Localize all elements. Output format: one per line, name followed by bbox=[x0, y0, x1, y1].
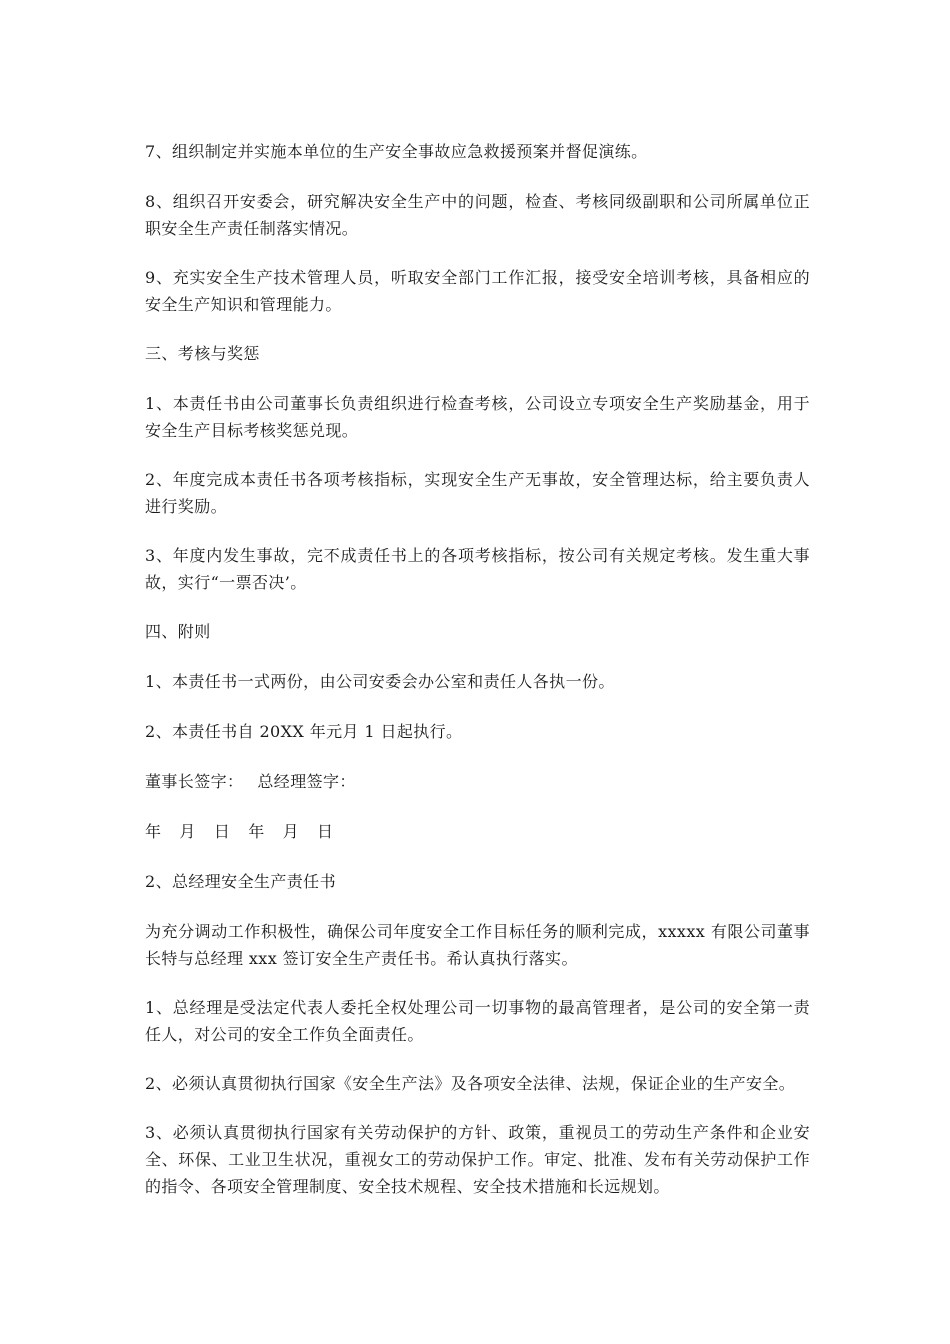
date-month-1: 月 bbox=[179, 822, 196, 841]
paragraph-appendix-1: 1、本责任书一式两份，由公司安委会办公室和责任人各执一份。 bbox=[145, 672, 615, 691]
paragraph-item-8: 8、组织召开安委会，研究解决安全生产中的问题，检查、考核同级副职和公司所属单位正职安全生产责任制落实情况。 bbox=[145, 192, 810, 238]
paragraph-manager-2: 2、必须认真贯彻执行国家《安全生产法》及各项安全法律、法规，保证企业的生产安全。 bbox=[145, 1074, 796, 1093]
section-title-manager-responsibility: 2、总经理安全生产责任书 bbox=[145, 872, 336, 891]
paragraph-intro: 为充分调动工作积极性，确保公司年度安全工作目标任务的顺利完成，xxxxx 有限公司董事长特与总经理 xxx 签订安全生产责任书。希认真执行落实。 bbox=[145, 922, 810, 968]
chairman-signature-label: 董事长签字： bbox=[145, 772, 244, 791]
paragraph-assessment-1: 1、本责任书由公司董事长负责组织进行检查考核，公司设立专项安全生产奖励基金，用于安全生产目标考核奖惩兑现。 bbox=[145, 394, 810, 440]
section-heading-appendix: 四、附则 bbox=[145, 622, 211, 641]
manager-signature-label: 总经理签字： bbox=[257, 772, 356, 791]
document-page bbox=[145, 138, 810, 1222]
paragraph-item-7: 7、组织制定并实施本单位的生产安全事故应急救援预案并督促演练。 bbox=[145, 142, 648, 161]
paragraph-manager-3: 3、必须认真贯彻执行国家有关劳动保护的方针、政策，重视员工的劳动生产条件和企业安全、环保、工业卫生状况，重视女工的劳动保护工作。审定、批准、发布有关劳动保护工作的指令、各项安全管理制度、安全技术规程、安全技术措施和长远规划。 bbox=[145, 1123, 810, 1196]
date-line bbox=[145, 818, 810, 845]
date-month-2: 月 bbox=[282, 822, 300, 841]
date-year-2: 年 bbox=[248, 822, 265, 841]
signature-line bbox=[145, 768, 810, 795]
date-day-1: 日 bbox=[213, 822, 231, 841]
date-year-1: 年 bbox=[145, 822, 162, 841]
paragraph-manager-1: 1、总经理是受法定代表人委托全权处理公司一切事物的最高管理者，是公司的安全第一责任人，对公司的安全工作负全面责任。 bbox=[145, 998, 810, 1044]
section-heading-assessment: 三、考核与奖惩 bbox=[145, 344, 260, 363]
paragraph-item-9: 9、充实安全生产技术管理人员，听取安全部门工作汇报，接受安全培训考核，具备相应的安全生产知识和管理能力。 bbox=[145, 268, 810, 314]
date-day-2: 日 bbox=[317, 822, 334, 841]
paragraph-appendix-2: 2、本责任书自 20XX 年元月 1 日起执行。 bbox=[145, 722, 463, 741]
paragraph-assessment-3: 3、年度内发生事故，完不成责任书上的各项考核指标，按公司有关规定考核。发生重大事故，实行“一票否决’。 bbox=[145, 546, 810, 592]
paragraph-assessment-2: 2、年度完成本责任书各项考核指标，实现安全生产无事故，安全管理达标，给主要负责人进行奖励。 bbox=[145, 470, 810, 516]
